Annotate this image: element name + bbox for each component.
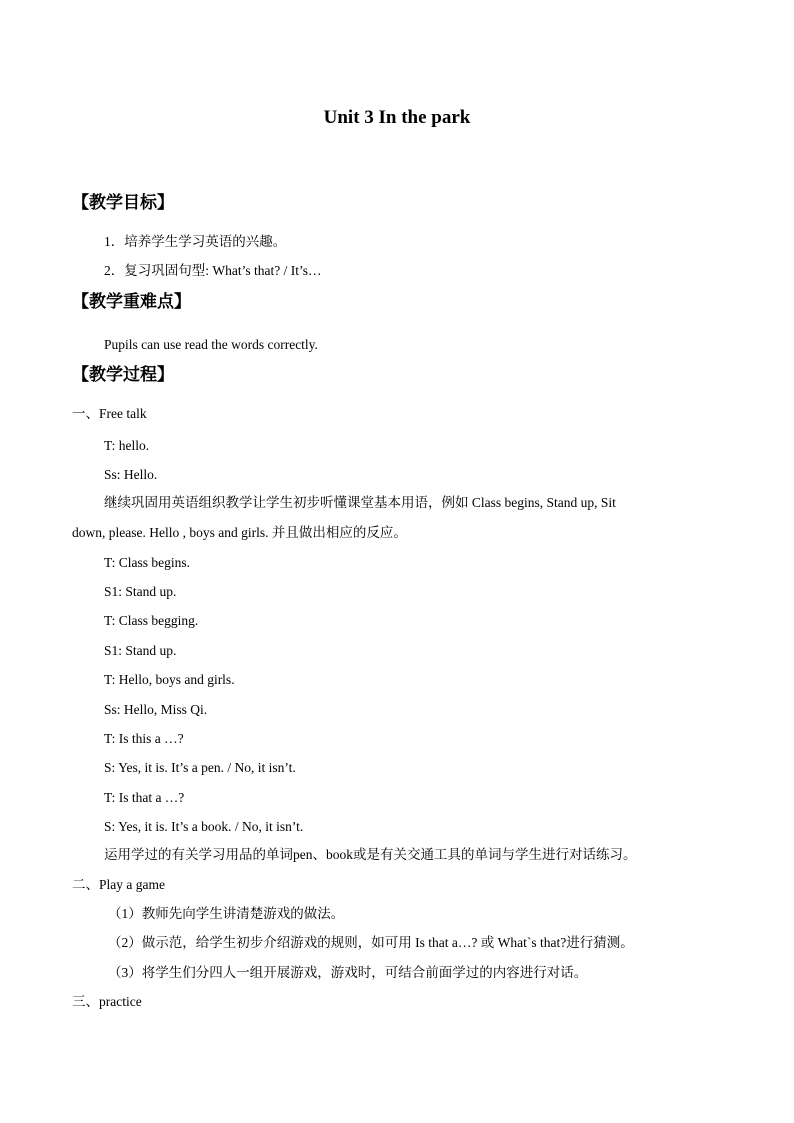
part1-line: S: Yes, it is. It’s a book. / No, it isn’t. (104, 819, 304, 834)
key-points-heading: 【教学重难点】 (72, 292, 191, 311)
part2-line: （1）教师先向学生讲清楚游戏的做法。 (108, 906, 345, 921)
part1-line: T: Is that a …? (104, 790, 185, 805)
part1-line: T: Is this a …? (104, 731, 184, 746)
part1-line: down, please. Hello , boys and girls. 并且做出相应的反应。 (72, 525, 407, 540)
part1-line: T: Hello, boys and girls. (104, 672, 235, 687)
objective-item-1: 1．培养学生学习英语的兴趣。 (104, 234, 287, 249)
part1-line: Ss: Hello. (104, 467, 158, 482)
part1-line: T: Class begging. (104, 613, 199, 628)
part1-line: Ss: Hello, Miss Qi. (104, 702, 208, 717)
key-points-text: Pupils can use read the words correctly. (104, 337, 318, 352)
part1-line: T: hello. (104, 438, 150, 453)
objectives-heading: 【教学目标】 (72, 193, 174, 212)
part2-label: 二、Play a game (72, 877, 165, 892)
objective-item-2: 2．复习巩固句型: What’s that? / It’s… (104, 263, 322, 278)
part1-line: 运用学过的有关学习用品的单词pen、book或是有关交通工具的单词与学生进行对话练习。 (104, 847, 637, 862)
part1-line: S: Yes, it is. It’s a pen. / No, it isn’t. (104, 760, 296, 775)
part2-line: （3）将学生们分四人一组开展游戏，游戏时，可结合前面学过的内容进行对话。 (108, 965, 588, 980)
part2-line: （2）做示范，给学生初步介绍游戏的规则，如可用 Is that a…? 或 What`s that?进行猜测。 (108, 935, 634, 950)
part1-line: S1: Stand up. (104, 584, 177, 599)
part1-label: 一、Free talk (72, 406, 147, 421)
part1-line: S1: Stand up. (104, 643, 177, 658)
part3-label: 三、practice (72, 994, 142, 1009)
process-heading: 【教学过程】 (72, 365, 174, 384)
part1-line: T: Class begins. (104, 555, 190, 570)
part1-line: 继续巩固用英语组织教学让学生初步听懂课堂基本用语，例如 Class begins, Stand up, Sit (104, 495, 616, 510)
document-title: Unit 3 In the park (323, 107, 471, 128)
